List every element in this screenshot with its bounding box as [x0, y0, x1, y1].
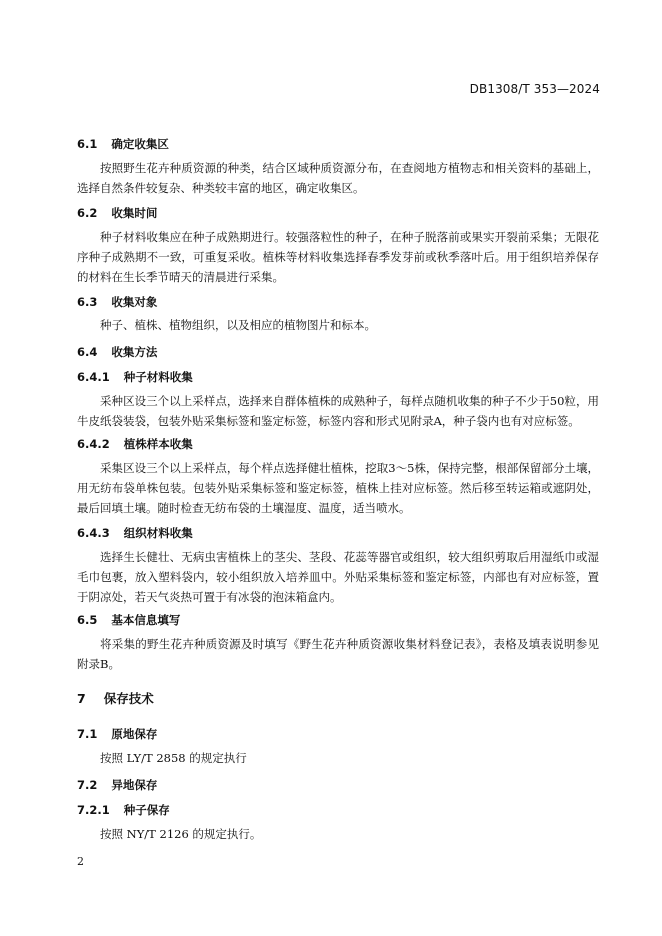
heading-title: 植株样本收集: [123, 437, 193, 451]
heading-number: 7.2: [77, 778, 98, 792]
heading-title: 收集方法: [111, 345, 158, 359]
heading-6-4-3: [77, 525, 193, 541]
heading-6-1: [77, 136, 169, 152]
heading-number: 6.5: [77, 613, 98, 627]
heading-number: 6.4.3: [77, 526, 110, 540]
heading-title: 组织材料收集: [123, 526, 193, 540]
heading-title: 异地保存: [111, 778, 158, 792]
heading-title: 收集对象: [111, 295, 158, 309]
paragraph-7-2-1: 按照 NY/T 2126 的规定执行。: [100, 827, 262, 841]
heading-6-3: [77, 294, 157, 310]
paragraph-6-4-2: 采集区设三个以上采样点，每个样点选择健壮植株，挖取3～5株，保持完整，根部保留部分土壤，用无纺布袋单株包装。包装外贴采集标签和鉴定标签，植株上挂对应标签。然后移至转运箱或遮阴处，最后回填土壤。随时检查无纺布袋的土壤湿度、温度，适当喷水。: [77, 461, 599, 515]
heading-number: 7.1: [77, 727, 98, 741]
heading-number: 6.3: [77, 295, 98, 309]
paragraph-6-4-1: 采种区设三个以上采样点，选择来自群体植株的成熟种子，每样点随机收集的种子不少于50粒，用牛皮纸袋装袋，包装外贴采集标签和鉴定标签，标签内容和形式见附录A，种子袋内也有对应标签。: [77, 394, 599, 428]
heading-title: 确定收集区: [111, 137, 169, 151]
paragraph-6-4-3: 选择生长健壮、无病虫害植株上的茎尖、茎段、花蕊等器官或组织，较大组织剪取后用湿纸巾或湿毛巾包裹，放入塑料袋内，较小组织放入培养皿中。外贴采集标签和鉴定标签，内部也有对应标签，置于阴凉处，若天气炎热可置于有冰袋的泡沫箱盒内。: [77, 550, 599, 604]
document-code: DB1308/T 353—2024: [469, 82, 600, 96]
heading-number: 6.1: [77, 137, 98, 151]
heading-6-4-2: [77, 436, 193, 452]
heading-6-4: [77, 344, 157, 360]
heading-7: [77, 689, 154, 707]
heading-title: 原地保存: [111, 727, 158, 741]
heading-6-5: [77, 612, 180, 628]
heading-title: 收集时间: [111, 206, 158, 220]
heading-number: 7: [77, 691, 86, 706]
heading-number: 7.2.1: [77, 803, 110, 817]
page-number: 2: [77, 855, 84, 868]
heading-6-4-1: [77, 369, 193, 385]
paragraph-6-5: 将采集的野生花卉种质资源及时填写《野生花卉种质资源收集材料登记表》，表格及填表说明参见附录B。: [77, 637, 599, 671]
heading-7-2-1: [77, 802, 170, 818]
heading-title: 种子保存: [123, 803, 170, 817]
heading-number: 6.4: [77, 345, 98, 359]
heading-title: 基本信息填写: [111, 613, 181, 627]
heading-number: 6.2: [77, 206, 98, 220]
heading-6-2: [77, 205, 157, 221]
paragraph-6-1: 按照野生花卉种质资源的种类，结合区域种质资源分布，在查阅地方植物志和相关资料的基础上，选择自然条件较复杂、种类较丰富的地区，确定收集区。: [77, 161, 599, 195]
heading-7-2: [77, 777, 157, 793]
heading-number: 6.4.1: [77, 370, 110, 384]
paragraph-6-3: 种子、植株、植物组织，以及相应的植物图片和标本。: [100, 318, 376, 332]
heading-title: 种子材料收集: [123, 370, 193, 384]
paragraph-6-2: 种子材料收集应在种子成熟期进行。较强落粒性的种子，在种子脱落前或果实开裂前采集；无限花序种子成熟期不一致，可重复采收。植株等材料收集选择春季发芽前或秋季落叶后。用于组织培养保存的材料在生长季节晴天的清晨进行采集。: [77, 230, 599, 284]
heading-7-1: [77, 726, 157, 742]
heading-title: 保存技术: [103, 691, 154, 706]
paragraph-7-1: 按照 LY/T 2858 的规定执行: [100, 751, 247, 765]
heading-number: 6.4.2: [77, 437, 110, 451]
